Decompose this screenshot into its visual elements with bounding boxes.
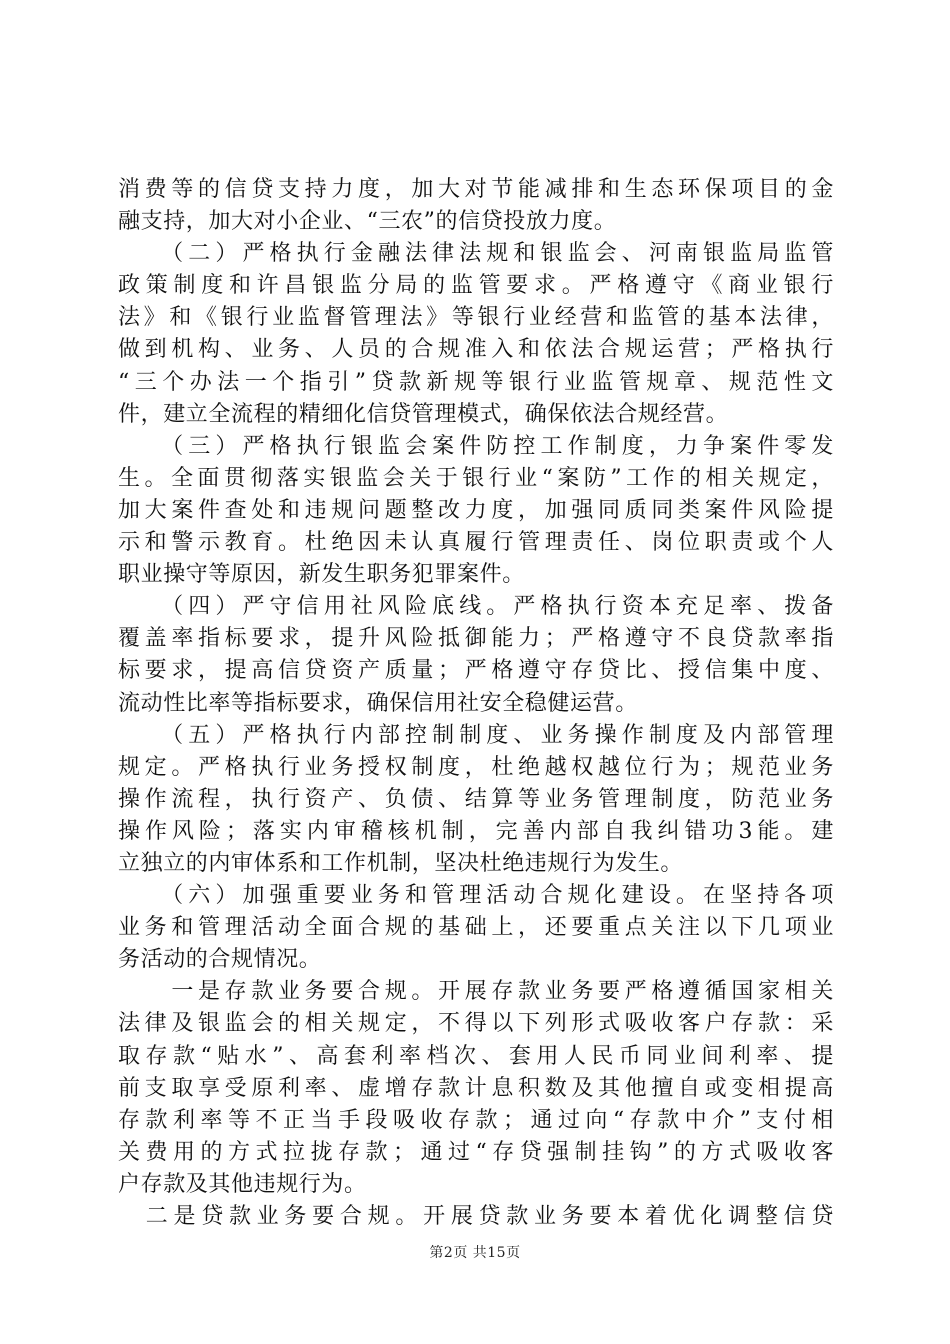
text-line: 操作风险；落实内审稽核机制，完善内部自我纠错功3能。建 [118, 818, 834, 844]
text-line: 生。全面贯彻落实银监会关于银行业“案防”工作的相关规定， [118, 465, 834, 491]
text-line: 消费等的信贷支持力度，加大对节能减排和生态环保项目的金 [118, 177, 834, 202]
text-line: 标要求，提高信贷资产质量；严格遵守存贷比、授信集中度、 [118, 658, 834, 684]
text-line: 立独立的内审体系和工作机制，坚决杜绝违规行为发生。 [118, 850, 684, 876]
text-line: 职业操守等原因，新发生职务犯罪案件。 [118, 562, 525, 588]
text-line: 取存款“贴水”、高套利率档次、套用人民币同业间利率、提 [118, 1043, 834, 1069]
text-line: 户存款及其他违规行为。 [118, 1171, 367, 1197]
text-line: 关费用的方式拉拢存款；通过“存贷强制挂钩”的方式吸收客 [118, 1139, 834, 1165]
text-line: 一是存款业务要合规。开展存款业务要严格遵循国家相关 [118, 979, 834, 1005]
text-line: 存款利率等不正当手段吸收存款；通过向“存款中介”支付相 [118, 1107, 834, 1133]
text-line: 法》和《银行业监督管理法》等银行业经营和监管的基本法律， [118, 305, 834, 331]
text-line: 务活动的合规情况。 [118, 947, 322, 973]
body-text [118, 174, 834, 1233]
text-line: 政策制度和许昌银监分局的监管要求。严格遵守《商业银行 [118, 273, 834, 299]
text-line: 示和警示教育。杜绝因未认真履行管理责任、岗位职责或个人 [118, 530, 834, 556]
text-line: “三个办法一个指引”贷款新规等银行业监管规章、规范性文 [118, 369, 834, 395]
text-line: （四）严守信用社风险底线。严格执行资本充足率、拨备 [118, 594, 834, 620]
text-line: 前支取享受原利率、虚增存款计息积数及其他擅自或变相提高 [118, 1075, 834, 1101]
text-line: 操作流程，执行资产、负债、结算等业务管理制度，防范业务 [118, 786, 834, 812]
text-line: 做到机构、业务、人员的合规准入和依法合规运营；严格执行 [118, 337, 834, 363]
text-line: 流动性比率等指标要求，确保信用社安全稳健运营。 [118, 690, 638, 716]
text-line: 规定。严格执行业务授权制度，杜绝越权越位行为；规范业务 [118, 754, 834, 780]
page-footer: 第2页 共15页 [429, 1245, 521, 1261]
text-line: 加大案件查处和违规问题整改力度，加强同质同类案件风险提 [118, 497, 834, 523]
text-line: 法律及银监会的相关规定，不得以下列形式吸收客户存款：采 [118, 1011, 834, 1037]
text-line: （三）严格执行银监会案件防控工作制度，力争案件零发 [118, 433, 834, 459]
text-line: 件，建立全流程的精细化信贷管理模式，确保依法合规经营。 [118, 401, 729, 427]
text-line: 二是贷款业务要合规。开展贷款业务要本着优化调整信贷 [118, 1204, 834, 1229]
text-line: （五）严格执行内部控制制度、业务操作制度及内部管理 [118, 722, 834, 748]
text-line: （二）严格执行金融法律法规和银监会、河南银监局监管 [118, 241, 834, 267]
text-line: 覆盖率指标要求，提升风险抵御能力；严格遵守不良贷款率指 [118, 626, 834, 652]
text-line: 融支持，加大对小企业、“三农”的信贷投放力度。 [118, 209, 617, 235]
text-line: 业务和管理活动全面合规的基础上，还要重点关注以下几项业 [118, 915, 834, 941]
text-line: （六）加强重要业务和管理活动合规化建设。在坚持各项 [118, 883, 834, 909]
